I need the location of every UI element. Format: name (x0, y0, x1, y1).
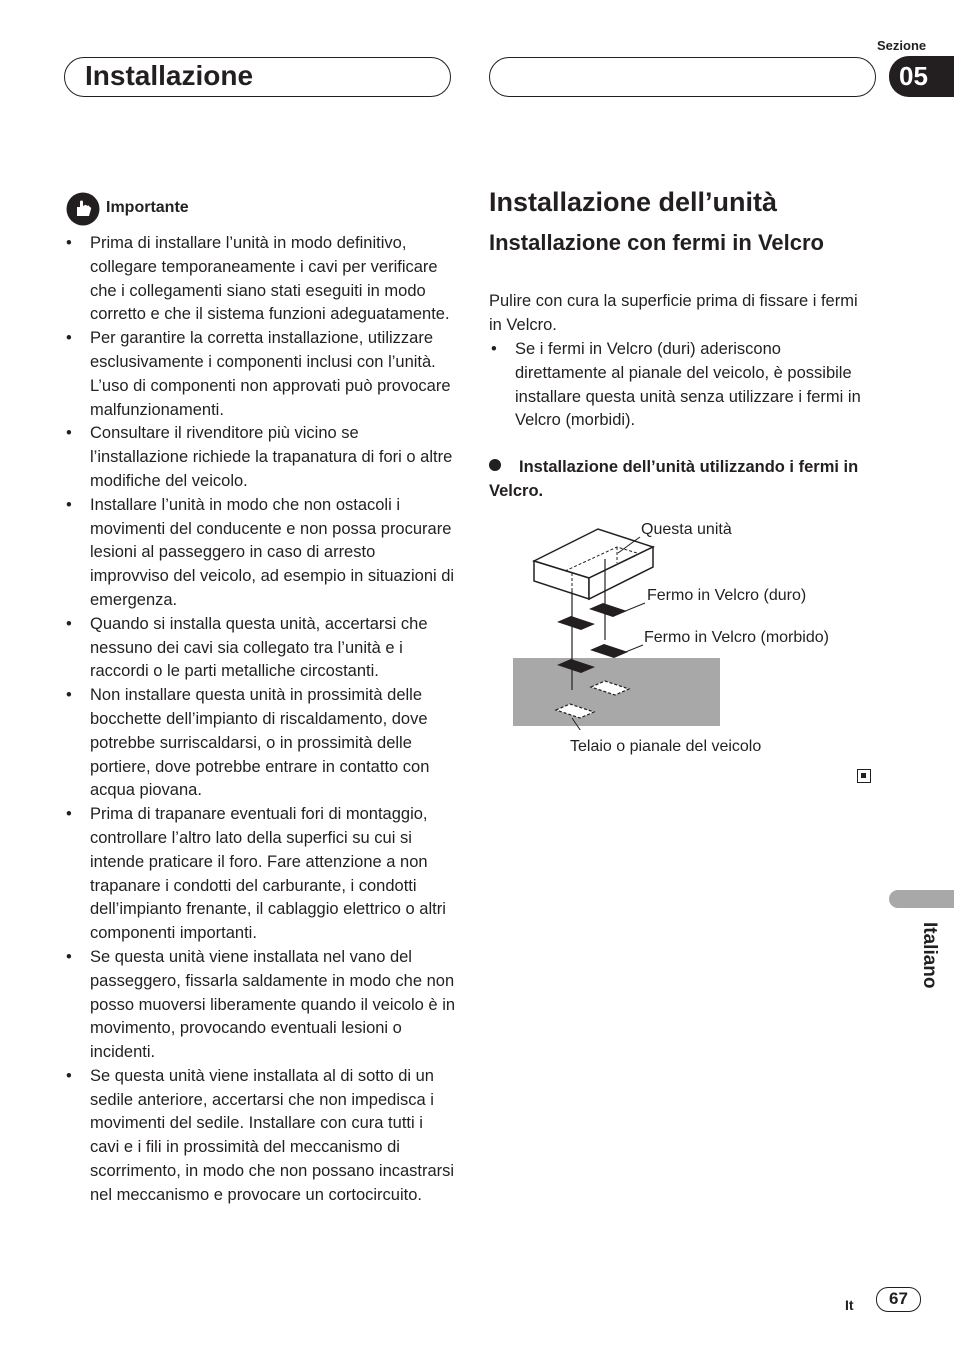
list-item: • Prima di trapanare eventuali fori di montaggio, controllare l’altro lato della superfici su cui si intende praticare il foro. Fare attenzione a non trapanare i condotti del carburante, i condotti dell’impianto frenante, il cablaggio elettrico o altri componenti importanti. (64, 803, 456, 946)
list-item: • Per garantire la corretta installazione, utilizzare esclusivamente i componenti inclusi con l’unità. L’uso di componenti non approvati può provocare malfunzionamenti. (64, 327, 456, 422)
section-heading: Installazione dell’unità (489, 187, 778, 217)
important-hand-icon (66, 192, 100, 226)
figure-label-unit: Questa unità (641, 521, 732, 538)
important-bullet-list (64, 232, 456, 1208)
page-number: 67 (876, 1287, 921, 1312)
list-item: • Se questa unità viene installata nel vano del passeggero, fissarla saldamente in modo che non posso muoversi liberamente quando il veicolo è in movimento, provocando eventuali lesioni o incidenti. (64, 946, 456, 1065)
step-heading (489, 455, 859, 503)
list-item: • Installare l’unità in modo che non ostacoli i movimenti del conducente e non possa procurare lesioni al passeggero in caso di arresto improvviso del veicolo, ad esempio in situazioni di emergenza. (64, 494, 456, 613)
note-list (489, 338, 874, 433)
section-label: Sezione (877, 38, 927, 53)
list-item: • Se i fermi in Velcro (duri) aderiscono direttamente al pianale del veicolo, è possibile installare questa unità senza utilizzare i fermi in Velcro (morbidi). (489, 338, 874, 433)
subsection-heading: Installazione con fermi in Velcro (489, 230, 824, 255)
figure-label-soft-velcro: Fermo in Velcro (morbido) (644, 629, 829, 646)
list-item: • Quando si installa questa unità, accertarsi che nessuno dei cavi sia collegato tra l’unità e i raccordi o le parti metalliche circostanti. (64, 613, 456, 684)
header-title: Installazione (85, 60, 254, 91)
unit-box-shape (534, 529, 653, 599)
list-item: • Non installare questa unità in prossimità delle bocchette dell’impianto di riscaldamento, dove potrebbe surriscaldarsi, o in prossimità delle portiere, dove potrebbe entrare in contatto con acqua piovana. (64, 684, 456, 803)
important-label: Importante (106, 199, 189, 216)
figure-label-hard-velcro: Fermo in Velcro (duro) (647, 587, 807, 604)
list-item: • Consultare il rivenditore più vicino se l’installazione richiede la trapanatura di fori o altre modifiche del veicolo. (64, 422, 456, 493)
list-item: • Prima di installare l’unità in modo definitivo, collegare temporaneamente i cavi per verificare che i collegamenti siano stati eseguiti in modo corretto e che il sistema funzioni adeguatamente. (64, 232, 456, 327)
header-blank-frame (489, 57, 876, 97)
section-number-badge: 05 (889, 56, 954, 97)
step-text: Installazione dell’unità utilizzando i fermi in Velcro. (489, 458, 859, 500)
footer-language-code: It (845, 1297, 854, 1313)
list-item: • Se questa unità viene installata al di sotto di un sedile anteriore, accertarsi che non impedisca i movimenti del sedile. Installare con cura tutti i cavi e i fili in prossimità del meccanismo di scorrimento, in modo che non possano incastrarsi nel meccanismo e provocare un cortocircuito. (64, 1065, 456, 1208)
step-bullet-icon (489, 459, 501, 471)
intro-paragraph: Pulire con cura la superficie prima di fissare i fermi in Velcro. (489, 292, 858, 334)
end-of-section-icon (857, 769, 871, 783)
figure-label-floor: Telaio o pianale del veicolo (570, 738, 762, 755)
velcro-installation-figure (505, 515, 765, 730)
language-label: Italiano (919, 922, 940, 989)
language-tab (889, 890, 954, 908)
